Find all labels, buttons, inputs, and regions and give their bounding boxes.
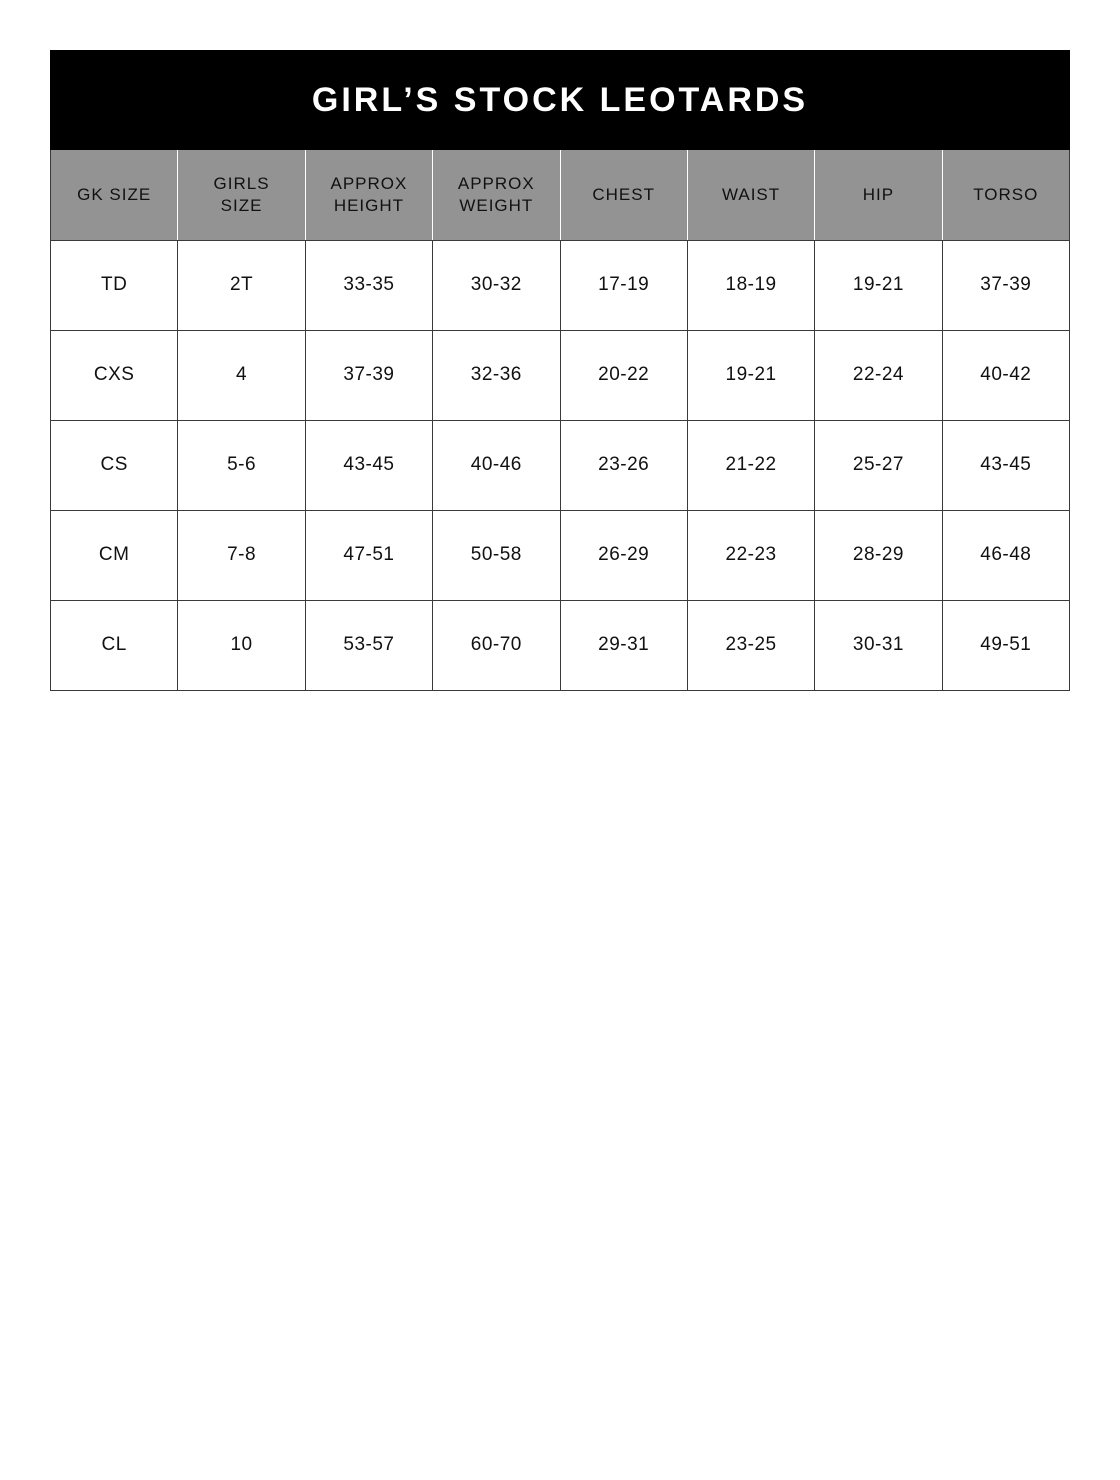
header-gk-size: GK SIZE (51, 150, 178, 240)
table-cell: 21-22 (687, 420, 814, 510)
table-cell: 26-29 (560, 510, 687, 600)
table-row (51, 510, 1070, 600)
table-cell: CL (51, 600, 178, 690)
table-cell: 7-8 (178, 510, 305, 600)
table-cell: 47-51 (305, 510, 432, 600)
table-cell: 43-45 (942, 420, 1069, 510)
table-cell: 40-46 (433, 420, 560, 510)
table-cell: 60-70 (433, 600, 560, 690)
table-row (51, 600, 1070, 690)
table-cell: 22-24 (815, 330, 942, 420)
chart-title: GIRL’S STOCK LEOTARDS (50, 50, 1070, 150)
table-cell: TD (51, 240, 178, 330)
table-cell: 25-27 (815, 420, 942, 510)
table-cell: 2T (178, 240, 305, 330)
table-cell: 5-6 (178, 420, 305, 510)
header-approx-weight: APPROX WEIGHT (433, 150, 560, 240)
table-cell: 4 (178, 330, 305, 420)
table-cell: CS (51, 420, 178, 510)
table-cell: 43-45 (305, 420, 432, 510)
table-cell: 28-29 (815, 510, 942, 600)
size-table (50, 150, 1070, 691)
header-waist: WAIST (687, 150, 814, 240)
table-row (51, 240, 1070, 330)
table-cell: 40-42 (942, 330, 1069, 420)
table-cell: 50-58 (433, 510, 560, 600)
table-cell: 37-39 (305, 330, 432, 420)
table-cell: 23-26 (560, 420, 687, 510)
table-cell: 19-21 (687, 330, 814, 420)
table-cell: 32-36 (433, 330, 560, 420)
table-cell: 18-19 (687, 240, 814, 330)
header-row (51, 150, 1070, 240)
table-cell: 23-25 (687, 600, 814, 690)
header-chest: CHEST (560, 150, 687, 240)
table-cell: 53-57 (305, 600, 432, 690)
table-cell: 33-35 (305, 240, 432, 330)
table-cell: CM (51, 510, 178, 600)
table-cell: 30-32 (433, 240, 560, 330)
table-cell: 10 (178, 600, 305, 690)
table-cell: 46-48 (942, 510, 1069, 600)
table-cell: 30-31 (815, 600, 942, 690)
table-cell: 20-22 (560, 330, 687, 420)
table-row (51, 420, 1070, 510)
header-approx-height: APPROX HEIGHT (305, 150, 432, 240)
size-chart (50, 50, 1070, 691)
table-row (51, 330, 1070, 420)
table-cell: 22-23 (687, 510, 814, 600)
table-cell: 19-21 (815, 240, 942, 330)
header-hip: HIP (815, 150, 942, 240)
table-cell: 37-39 (942, 240, 1069, 330)
table-cell: 17-19 (560, 240, 687, 330)
table-cell: 29-31 (560, 600, 687, 690)
table-cell: 49-51 (942, 600, 1069, 690)
header-torso: TORSO (942, 150, 1069, 240)
header-girls-size: GIRLS SIZE (178, 150, 305, 240)
table-cell: CXS (51, 330, 178, 420)
